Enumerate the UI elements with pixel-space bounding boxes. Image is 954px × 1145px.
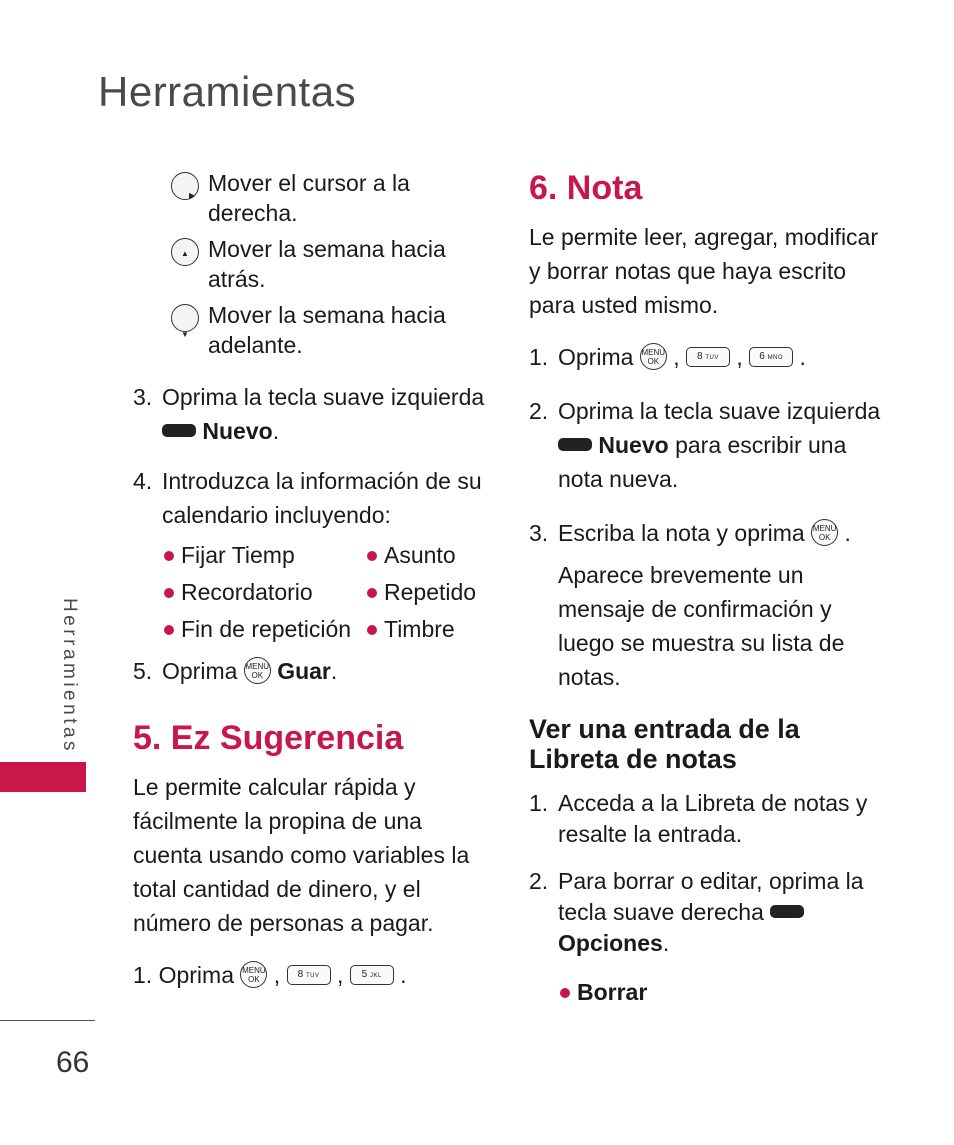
section-description: Le permite leer, agregar, modificar y borrar notas que haya escrito para usted mismo. <box>529 224 879 318</box>
left-column <box>133 168 493 992</box>
section-description: Le permite calcular rápida y fácilmente la propina de una cuenta usando como variables la total cantidad de dinero, y el número de personas a pagar. <box>133 774 470 936</box>
key-8-icon: 8 TUV <box>287 965 331 985</box>
right-soft-key-icon <box>770 905 804 918</box>
list-item: Fin de repetición <box>162 612 365 646</box>
subsection-heading: Ver una entrada de la Libreta de notas <box>529 714 800 774</box>
step-5: 5. Oprima MENU OK Guar. <box>133 658 338 684</box>
key-5-icon: 5 JKL <box>350 965 394 985</box>
step-1: 1. Acceda a la Libreta de notas y resalte la entrada. <box>529 790 868 847</box>
menu-ok-key-icon: MENU OK <box>640 343 667 370</box>
page-number: 66 <box>56 1046 90 1079</box>
nav-down-icon: ▼ <box>171 304 199 332</box>
nav-item: ▼ Mover la semana hacia adelante. <box>133 300 493 360</box>
nav-item: ▲ Mover la semana hacia atrás. <box>133 234 493 294</box>
left-soft-key-icon <box>162 424 196 437</box>
nav-item: ▶ Mover el cursor a la derecha. <box>133 168 493 228</box>
list-item: Timbre <box>365 612 525 646</box>
side-tab-marker <box>0 762 86 792</box>
step-4: 4. Introduzca la información de su calendario incluyendo: <box>133 468 482 528</box>
menu-ok-key-icon: MENU OK <box>240 961 267 988</box>
option-list <box>162 538 493 646</box>
section-title: 5. Ez Sugerencia <box>133 719 404 757</box>
footer-divider <box>0 1020 95 1021</box>
list-item: Repetido <box>365 575 525 609</box>
step-3: 3. Escriba la nota y oprima MENU OK . <box>529 520 851 546</box>
page-title: Herramientas <box>98 68 357 115</box>
nav-up-icon: ▲ <box>171 238 199 266</box>
step-3: 3. Oprima la tecla suave izquierda Nuevo. <box>133 384 485 444</box>
section-title: 6. Nota <box>529 169 643 207</box>
list-item: Borrar <box>558 975 889 1009</box>
list-item: Fijar Tiemp <box>162 538 365 572</box>
list-item: Recordatorio <box>162 575 365 609</box>
step-2: 2. Oprima la tecla suave izquierda Nuevo para escribir una nota nueva. <box>529 398 881 492</box>
key-6-icon: 6 MNO <box>749 347 793 367</box>
side-tab-label: Herramientas <box>59 598 80 755</box>
right-column <box>529 168 889 1009</box>
menu-ok-key-icon: MENU OK <box>244 657 271 684</box>
key-8-icon: 8 TUV <box>686 347 730 367</box>
menu-ok-key-icon: MENU OK <box>811 519 838 546</box>
list-item: Asunto <box>365 538 525 572</box>
step-1: 1. Oprima MENU OK , 8 TUV , 5 JKL . <box>133 962 407 988</box>
step-1: 1. Oprima MENU OK , 8 TUV , 6 MNO . <box>529 344 806 370</box>
left-soft-key-icon <box>558 438 592 451</box>
confirmation-note: Aparece brevemente un mensaje de confirmación y luego se muestra su lista de notas. <box>558 562 845 690</box>
step-2: 2. Para borrar o editar, oprima la tecla suave derecha Opciones. <box>529 868 864 956</box>
nav-right-icon: ▶ <box>171 172 199 200</box>
